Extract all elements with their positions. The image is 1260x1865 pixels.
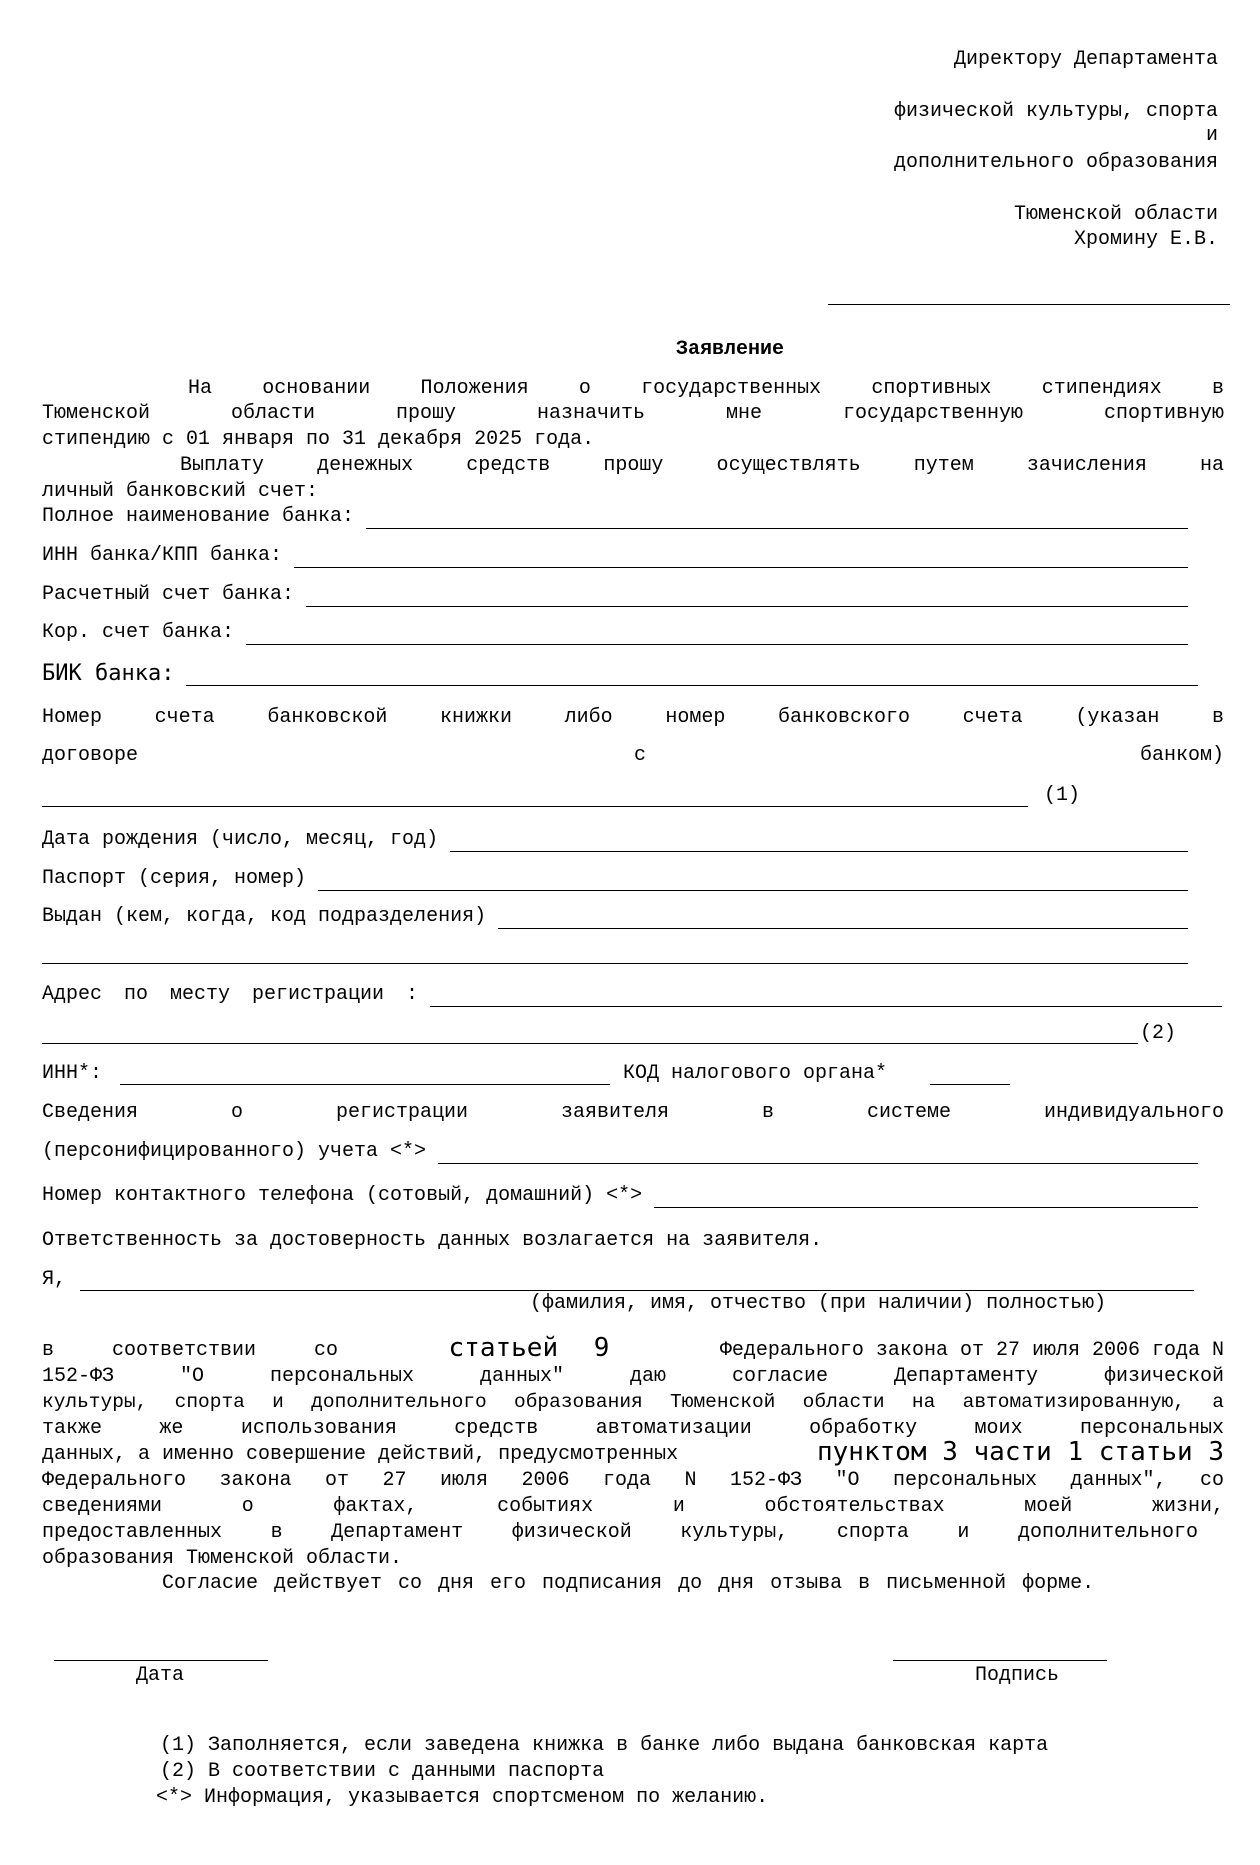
footnote-marker-2: (2) <box>1140 1022 1177 1045</box>
consent-line5-a: данных, а именно совершение действий, предусмотренных <box>42 1443 679 1466</box>
registration-label: (персонифицированного) учета <*> <box>42 1140 427 1163</box>
consent-line6: Федерального закона от 27 июля 2006 года N 152-ФЗ "О персональных данных", со <box>42 1469 1224 1492</box>
addressee-line-4: дополнительного образования <box>893 151 1218 174</box>
footnote-1: (1) Заполняется, если заведена книжка в банке либо выдана банковская карта <box>160 1734 1049 1757</box>
i-label: Я, <box>42 1268 67 1291</box>
bank-book-line1: Номер счета банковской книжки либо номер банковского счета (указан в <box>42 706 1224 729</box>
bank-book-line2-c: банком) <box>1139 744 1224 767</box>
address-label: Адрес по месту регистрации : <box>42 983 419 1006</box>
addressee-line-3: и <box>1205 124 1218 147</box>
cor-account-label: Кор. счет банка: <box>42 621 235 644</box>
date-label: Дата <box>136 1664 185 1687</box>
addressee-line-2: физической культуры, спорта <box>893 100 1218 123</box>
consent-line1-c: Федерального закона от 27 июля 2006 года N <box>719 1339 1224 1362</box>
consent-line8: предоставленных в Департамент физической культуры, спорта и дополнительного <box>42 1521 1198 1544</box>
applicant-name-line[interactable] <box>828 304 1230 305</box>
consent-line9: образования Тюменской области. <box>42 1547 403 1570</box>
issued-label: Выдан (кем, когда, код подразделения) <box>42 905 487 928</box>
address-field[interactable] <box>42 983 1222 1007</box>
bank-name-input-line[interactable] <box>366 508 1188 529</box>
tax-code-input-line[interactable] <box>930 1084 1010 1085</box>
address-input-line-2[interactable] <box>42 1043 1138 1044</box>
inn-kpp-field[interactable] <box>42 544 1188 568</box>
bik-label: БИК банка: <box>42 661 175 686</box>
consent-line5 <box>42 1437 1224 1468</box>
signature-label: Подпись <box>975 1664 1060 1687</box>
issued-field[interactable] <box>42 905 1188 929</box>
addressee-line-1: Директору Департамента <box>953 48 1218 71</box>
consent-line10: Согласие действует со дня его подписания до дня отзыва в письменной форме. <box>162 1572 1095 1595</box>
consent-line1 <box>42 1333 1224 1364</box>
address-input-line[interactable] <box>430 986 1222 1007</box>
bik-input-line[interactable] <box>186 665 1198 686</box>
bik-field[interactable] <box>42 662 1198 686</box>
phone-input-line[interactable] <box>654 1187 1198 1208</box>
consent-line7: сведениями о фактах, событиях и обстоятельствах моей жизни, <box>42 1495 1224 1518</box>
footnote-2: (2) В соответствии с данными паспорта <box>160 1760 605 1783</box>
birth-date-input-line[interactable] <box>450 831 1188 852</box>
responsibility-text: Ответственность за достоверность данных возлагается на заявителя. <box>42 1229 823 1252</box>
intro-p2-line1: Выплату денежных средств прошу осуществлять путем зачисления на <box>180 454 1224 477</box>
passport-field[interactable] <box>42 867 1188 891</box>
account-input-line[interactable] <box>306 586 1188 607</box>
phone-field[interactable] <box>42 1184 1198 1208</box>
consent-line1-link[interactable]: статьей 9 <box>448 1333 610 1363</box>
fio-input-line[interactable] <box>80 1290 1194 1291</box>
passport-input-line[interactable] <box>318 870 1188 891</box>
addressee-line-6: Хромину Е.В. <box>1073 228 1218 251</box>
issued-input-line-2[interactable] <box>42 963 1188 964</box>
inn-kpp-input-line[interactable] <box>294 547 1188 568</box>
addressee-line-5: Тюменской области <box>1013 203 1218 226</box>
signature-input-line[interactable] <box>893 1660 1107 1661</box>
intro-p1-line3: стипендию с 01 января по 31 декабря 2025 года. <box>42 428 595 451</box>
date-input-line[interactable] <box>54 1660 268 1661</box>
cor-account-input-line[interactable] <box>246 624 1188 645</box>
inn-label: ИНН*: <box>42 1062 103 1085</box>
inn-kpp-label: ИНН банка/КПП банка: <box>42 544 283 567</box>
consent-line2: 152-ФЗ "О персональных данных" даю согласие Департаменту физической <box>42 1365 1224 1388</box>
consent-line4: также же использования средств автоматизации обработку моих персональных <box>42 1417 1224 1440</box>
inn-input-line[interactable] <box>120 1084 610 1085</box>
fio-caption: (фамилия, имя, отчество (при наличии) полностью) <box>530 1292 1107 1315</box>
intro-p2-line2: личный банковский счет: <box>42 480 319 503</box>
phone-label: Номер контактного телефона (сотовый, домашний) <*> <box>42 1184 643 1207</box>
consent-line5-link[interactable]: пунктом 3 части 1 статьи 3 <box>817 1437 1224 1467</box>
cor-account-field[interactable] <box>42 621 1188 645</box>
account-field[interactable] <box>42 583 1188 607</box>
footnote-marker-1: (1) <box>1044 784 1081 807</box>
birth-date-field[interactable] <box>42 828 1188 852</box>
registration-input-line[interactable] <box>438 1143 1198 1164</box>
bank-name-field[interactable] <box>42 505 1188 529</box>
bank-book-line2-b: с <box>634 744 647 767</box>
document-title: Заявление <box>675 338 785 361</box>
footnote-3: <*> Информация, указывается спортсменом по желанию. <box>156 1786 769 1809</box>
bank-name-label: Полное наименование банка: <box>42 505 355 528</box>
intro-p1-line1: На основании Положения о государственных спортивных стипендиях в <box>188 377 1224 400</box>
registration-line1: Сведения о регистрации заявителя в системе индивидуального <box>42 1101 1224 1124</box>
passport-label: Паспорт (серия, номер) <box>42 867 307 890</box>
issued-input-line[interactable] <box>498 908 1188 929</box>
consent-line1-a: в соответствии со <box>42 1339 339 1362</box>
registration-field[interactable] <box>42 1140 1198 1164</box>
intro-p1-line2: Тюменской области прошу назначить мне государственную спортивную <box>42 402 1224 425</box>
account-label: Расчетный счет банка: <box>42 583 295 606</box>
bank-book-line2-a: договоре <box>42 744 139 767</box>
consent-line3: культуры, спорта и дополнительного образования Тюменской области на автоматизированную, а <box>42 1391 1224 1413</box>
tax-code-label: КОД налогового органа* <box>623 1062 888 1085</box>
bank-book-input-line[interactable] <box>42 806 1028 807</box>
birth-date-label: Дата рождения (число, месяц, год) <box>42 828 439 851</box>
